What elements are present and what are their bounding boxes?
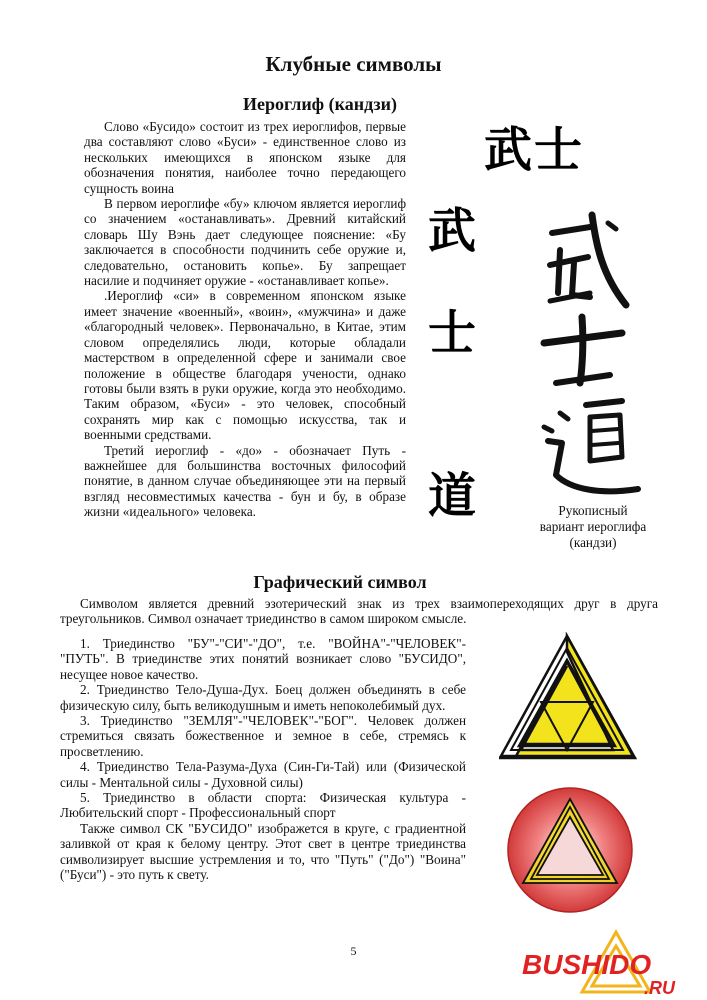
list-item: 4. Триединство Тела-Разума-Духа (Син-Ги-Тай) или (Физической силы - Ментальной силы - Духовной силы): [60, 759, 466, 790]
graphic-intro: [60, 596, 658, 627]
caption-line: Рукописный: [558, 503, 628, 518]
kanji-bushi: 武士: [484, 122, 585, 178]
page-number: 5: [350, 944, 357, 958]
list-item: 1. Триединство "БУ"-"СИ"-"ДО", т.е. "ВОЙНА"-"ЧЕЛОВЕК"-"ПУТЬ". В триединстве этих понятий возникает слово "БУСИДО", несущее новое качество.: [60, 636, 466, 682]
paragraph: В первом иероглифе «бу» ключом является иероглиф со значением «останавливать». Древний китайский словарь Шу Вэнь дает следующее пояснение: «Бу заключается в способности подчинить себе оружие и, следовательно, остановить копье». Бу запрещает насилие и подчиняет оружие - «останавливает копье».: [84, 196, 406, 289]
trinity-list: [60, 636, 466, 883]
caption-line: вариант иероглифа: [539, 519, 647, 534]
section-title-kanji: Иероглиф (кандзи): [242, 94, 398, 114]
list-item: 2. Триединство Тело-Душа-Дух. Боец должен объединять в себе физическую силу, быть великодушным и иметь непоколебимый дух.: [60, 682, 466, 713]
svg-text:.RU: .RU: [644, 978, 675, 998]
paragraph: Слово «Бусидо» состоит из трех иероглифов, первые два составляют слово «Буси» - единственное слово из нескольких имеющихся в японском языке для обозначения понятия, наиболее точно передающего сущность воина: [84, 119, 406, 196]
kanji-do: 道: [428, 468, 477, 524]
kanji-shi: 士: [428, 305, 477, 361]
circle-symbol-icon: [505, 785, 635, 915]
section-title-graphic: Графический символ: [253, 572, 427, 592]
kanji-caption: [518, 503, 668, 551]
handwritten-kanji-image: [530, 205, 645, 505]
svg-text:BUSHIDO: BUSHIDO: [522, 949, 652, 980]
kanji-bu: 武: [428, 203, 477, 259]
kanji-text-column: [84, 119, 406, 520]
list-item: Также символ СК "БУСИДО" изображется в круге, с градиентной заливкой от края к белому центру. Этот свет в центре триединства символизирует высшие устремления и то, что "Путь" ("До") "Воина" ("Буси") - это путь к свету.: [60, 820, 466, 883]
page-title: Клубные символы: [265, 52, 442, 76]
caption-line: (кандзи): [569, 535, 617, 550]
bushido-logo: [520, 928, 700, 998]
paragraph: Символом является древний эзотерический знак из трех взаимопереходящих друг в друга треугольников. Символ означает триединство в самом широком смысле.: [60, 596, 658, 627]
list-item: 5. Триединство в области спорта: Физическая культура - Любительский спорт - Профессиональный спорт: [60, 790, 466, 821]
list-item: 3. Триединство "ЗЕМЛЯ"-"ЧЕЛОВЕК"-"БОГ". Человек должен стремиться связать божественное и земное в себе, стремясь к просветлению.: [60, 713, 466, 759]
paragraph: .Иероглиф «си» в современном японском языке имеет значение «военный», «воин», «мужчина» и даже «благородный человек». Первоначально, в Китае, этим словом определялись люди, которые обладали мастерством в определенной сфере и занимали свое положение в обществе благодаря учености, однако готовы были взять в руки оружие, когда это необходимо. Таким образом, «Буси» - это человек, способный сохранять мир как с помощью искусства, так и военными средствами.: [84, 288, 406, 443]
triangle-symbol-icon: [497, 632, 637, 764]
paragraph: Третий иероглиф - «до» - обозначает Путь - важнейшее для большинства восточных философий понятие, в данном случае объединяющее эти на первый взгляд несовместимых качества - бун и бу, в образе жизни «идеального» человека.: [84, 442, 406, 520]
